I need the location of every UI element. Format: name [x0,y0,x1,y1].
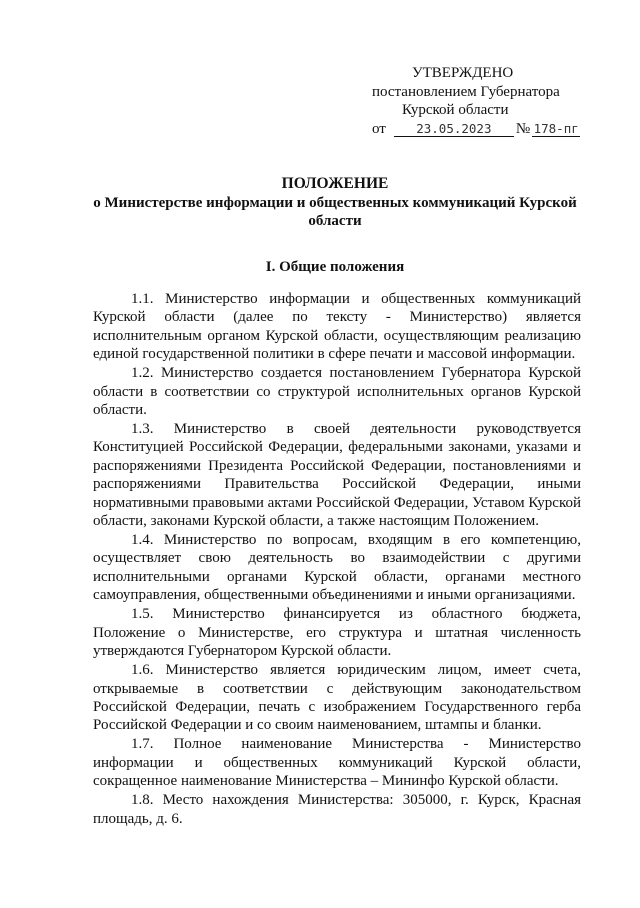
approval-date-row [372,120,592,139]
paragraph-1-3: 1.3. Министерство в своей деятельности руководствуется Конституцией Российской Федерации, федеральными законами, указами и распоряжениями Президента Российской Федерации, постановлениями и распоряжениями Правительства Российской Федерации, иными нормативными правовыми актами Российской Федерации, Уставом Курской области, законами Курской области, а также настоящим Положением. [93,421,581,530]
approval-line-1: постановлением Губернатора [372,83,560,100]
paragraph-1-2: 1.2. Министерство создается постановлением Губернатора Курской области в соответствии со структурой исполнительных органов Курской области. [93,365,581,419]
approval-title: УТВЕРЖДЕНО [412,65,514,81]
paragraph-1-7: 1.7. Полное наименование Министерства - Министерство информации и общественных коммуникаций Курской области, сокращенное наименование Министерства – Мининфо Курской области. [93,736,581,790]
approval-number-label: № [515,120,531,137]
approval-line-2: Курской области [402,102,509,118]
approval-date-prefix: от [372,120,386,137]
paragraph-1-6: 1.6. Министерство является юридическим лицом, имеет счета, открываемые в соответствии с действующим законодательством Российской Федерации, печать с изображением Государственного герба Российской Федерации и со своим наименованием, штампы и бланки. [93,662,581,734]
section-body [93,290,581,829]
approval-number: 178-пг [533,120,579,136]
paragraph-1-8: 1.8. Место нахождения Министерства: 305000, г. Курск, Красная площадь, д. 6. [93,792,581,827]
paragraph-1-5: 1.5. Министерство финансируется из областного бюджета, Положение о Министерстве, его структура и штатная численность утверждаются Губернатором Курской области. [93,606,581,660]
paragraph-1-4: 1.4. Министерство по вопросам, входящим в его компетенцию, осуществляет свою деятельность во взаимодействии с другими исполнительными органами Курской области, органами местного самоуправления, общественными объединениями и иными организациями. [93,532,581,604]
approval-block [372,64,592,138]
document-subtitle: о Министерстве информации и общественных коммуникаций Курской области [93,195,577,229]
paragraph-1-1: 1.1. Министерство информации и общественных коммуникаций Курской области (далее по тексту - Министерство) является исполнительным органом Курской области, осуществляющим реализацию единой государственной политики в сфере печати и массовой информации. [93,291,581,363]
document-title: ПОЛОЖЕНИЕ [281,175,389,192]
approval-date: 23.05.2023 [394,121,514,137]
section-title: I. Общие положения [265,259,405,275]
